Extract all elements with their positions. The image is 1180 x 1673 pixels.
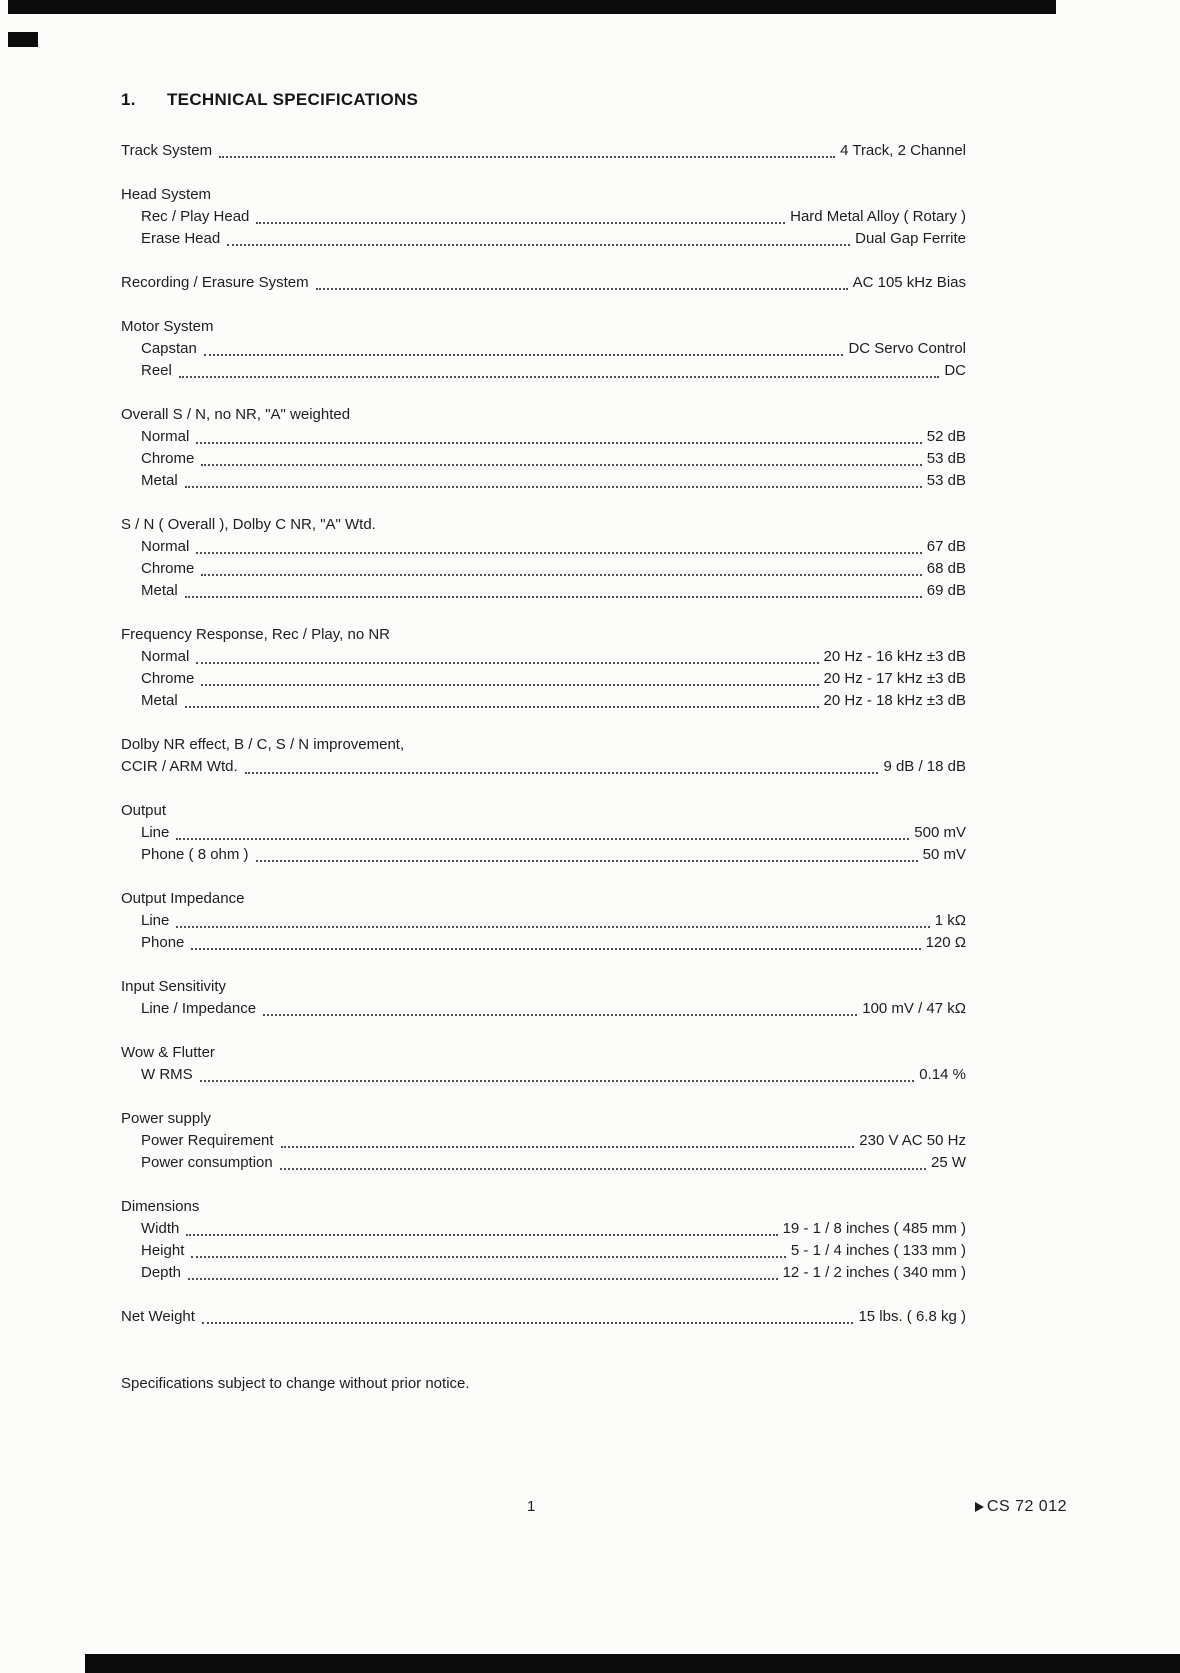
section-header: Dimensions — [121, 1198, 200, 1215]
dotted-leader — [196, 536, 921, 558]
spec-row — [121, 690, 966, 712]
section-header: Motor System — [121, 318, 214, 335]
spec-label: Power consumption — [141, 1154, 273, 1171]
dotted-leader — [256, 844, 918, 866]
dotted-leader — [191, 932, 920, 954]
section-header: Input Sensitivity — [121, 978, 227, 995]
section-header: Output Impedance — [121, 890, 245, 907]
spec-row — [121, 558, 966, 580]
dotted-leader — [185, 470, 922, 492]
spec-row — [121, 844, 966, 866]
spec-label: Phone ( 8 ohm ) — [141, 846, 249, 863]
spec-label: Phone — [141, 934, 185, 951]
spec-value: 5 - 1 / 4 inches ( 133 mm ) — [790, 1242, 966, 1259]
spec-row — [121, 272, 966, 294]
scan-artifact-top-bar — [8, 0, 1056, 14]
spec-section — [121, 1108, 966, 1174]
spec-section — [121, 734, 966, 778]
spec-label: Line — [141, 824, 170, 841]
dotted-leader — [227, 228, 850, 250]
dotted-leader — [263, 998, 857, 1020]
spec-section — [121, 184, 966, 250]
dotted-leader — [200, 1064, 915, 1086]
spec-section — [121, 404, 966, 492]
spec-label: Normal — [141, 648, 190, 665]
dotted-leader — [185, 690, 819, 712]
spec-label: Normal — [141, 428, 190, 445]
dotted-leader — [176, 910, 929, 932]
section-header: Dolby NR effect, B / C, S / N improvement, — [121, 736, 405, 753]
spec-row — [121, 426, 966, 448]
spec-label: Chrome — [141, 560, 195, 577]
spec-value: 4 Track, 2 Channel — [840, 142, 966, 159]
footer-note: Specifications subject to change without prior notice. — [121, 1375, 470, 1392]
spec-section — [121, 976, 966, 1020]
spec-label: Track System — [121, 142, 213, 159]
spec-row — [121, 1218, 966, 1240]
spec-value: Hard Metal Alloy ( Rotary ) — [790, 208, 966, 225]
spec-value: 500 mV — [914, 824, 966, 841]
spec-list — [121, 140, 966, 1328]
spec-value: 50 mV — [922, 846, 966, 863]
spec-row — [121, 910, 966, 932]
spec-value: 20 Hz - 18 kHz ±3 dB — [823, 692, 966, 709]
dotted-leader — [316, 272, 848, 294]
spec-row — [121, 228, 966, 250]
spec-label: Reel — [141, 362, 172, 379]
spec-label: Line / Impedance — [141, 1000, 257, 1017]
section-header: Overall S / N, no NR, "A" weighted — [121, 406, 351, 423]
spec-label: Line — [141, 912, 170, 929]
spec-row — [121, 756, 966, 778]
spec-label: Rec / Play Head — [141, 208, 250, 225]
section-header: Head System — [121, 186, 212, 203]
spec-value: 1 kΩ — [934, 912, 966, 929]
spec-label: Height — [141, 1242, 185, 1259]
spec-row — [121, 1240, 966, 1262]
dotted-leader — [196, 426, 921, 448]
spec-label: W RMS — [141, 1066, 193, 1083]
page-number: 1 — [527, 1498, 536, 1515]
spec-value: 12 - 1 / 2 inches ( 340 mm ) — [782, 1264, 966, 1281]
spec-value: 53 dB — [926, 450, 966, 467]
spec-row — [121, 822, 966, 844]
section-header: Power supply — [121, 1110, 212, 1127]
dotted-leader — [191, 1240, 786, 1262]
spec-value: 53 dB — [926, 472, 966, 489]
spec-section — [121, 1306, 966, 1328]
spec-label: Recording / Erasure System — [121, 274, 309, 291]
spec-value: 20 Hz - 17 kHz ±3 dB — [823, 670, 966, 687]
scan-artifact-blob — [8, 32, 38, 47]
spec-row — [121, 1064, 966, 1086]
spec-value: 19 - 1 / 8 inches ( 485 mm ) — [782, 1220, 966, 1237]
spec-label: Capstan — [141, 340, 197, 357]
spec-row — [121, 338, 966, 360]
spec-value: 67 dB — [926, 538, 966, 555]
spec-label: Normal — [141, 538, 190, 555]
spec-row — [121, 470, 966, 492]
dotted-leader — [179, 360, 939, 382]
spec-row — [121, 448, 966, 470]
spec-label: Metal — [141, 582, 178, 599]
spec-row — [121, 1306, 966, 1328]
spec-row — [121, 1130, 966, 1152]
spec-label: Erase Head — [141, 230, 221, 247]
spec-label: CCIR / ARM Wtd. — [121, 758, 238, 775]
spec-section — [121, 888, 966, 954]
page-content — [121, 90, 966, 1395]
spec-row — [121, 1262, 966, 1284]
spec-section — [121, 316, 966, 382]
page-title-text: TECHNICAL SPECIFICATIONS — [167, 90, 419, 109]
spec-row — [121, 668, 966, 690]
spec-label: Width — [141, 1220, 180, 1237]
spec-value: AC 105 kHz Bias — [852, 274, 966, 291]
spec-label: Chrome — [141, 450, 195, 467]
dotted-leader — [201, 448, 921, 470]
dotted-leader — [281, 1130, 855, 1152]
section-header: S / N ( Overall ), Dolby C NR, "A" Wtd. — [121, 516, 376, 533]
spec-value: Dual Gap Ferrite — [855, 230, 966, 247]
doc-code — [975, 1498, 1067, 1516]
spec-row — [121, 998, 966, 1020]
spec-label: Metal — [141, 472, 178, 489]
spec-label: Net Weight — [121, 1308, 195, 1325]
spec-label: Depth — [141, 1264, 182, 1281]
spec-label: Chrome — [141, 670, 195, 687]
spec-section — [121, 140, 966, 162]
dotted-leader — [188, 1262, 778, 1284]
spec-row — [121, 1152, 966, 1174]
page-title-number: 1. — [121, 90, 136, 109]
spec-value: DC Servo Control — [848, 340, 966, 357]
spec-section — [121, 514, 966, 602]
spec-section — [121, 800, 966, 866]
spec-value: 20 Hz - 16 kHz ±3 dB — [823, 648, 966, 665]
spec-section — [121, 624, 966, 712]
dotted-leader — [245, 756, 879, 778]
spec-value: 100 mV / 47 kΩ — [862, 1000, 966, 1017]
section-header: Wow & Flutter — [121, 1044, 215, 1061]
spec-value: 9 dB / 18 dB — [883, 758, 966, 775]
spec-row — [121, 360, 966, 382]
dotted-leader — [256, 206, 785, 228]
dotted-leader — [201, 558, 921, 580]
dotted-leader — [186, 1218, 777, 1240]
spec-row — [121, 932, 966, 954]
spec-label: Metal — [141, 692, 178, 709]
scan-artifact-bottom-bar — [85, 1654, 1180, 1673]
dotted-leader — [280, 1152, 926, 1174]
spec-row — [121, 646, 966, 668]
dotted-leader — [196, 646, 818, 668]
page-title — [121, 90, 966, 110]
spec-row — [121, 206, 966, 228]
spec-label: Power Requirement — [141, 1132, 274, 1149]
spec-value: 0.14 % — [919, 1066, 966, 1083]
dotted-leader — [202, 1306, 854, 1328]
spec-value: 69 dB — [926, 582, 966, 599]
spec-value: 120 Ω — [925, 934, 966, 951]
dotted-leader — [176, 822, 909, 844]
spec-value: 25 W — [930, 1154, 966, 1171]
pointer-icon — [975, 1502, 984, 1512]
dotted-leader — [185, 580, 922, 602]
spec-value: 68 dB — [926, 560, 966, 577]
spec-value: 15 lbs. ( 6.8 kg ) — [858, 1308, 966, 1325]
dotted-leader — [201, 668, 818, 690]
spec-section — [121, 272, 966, 294]
doc-code-text: CS 72 012 — [986, 1498, 1067, 1515]
spec-value: 52 dB — [926, 428, 966, 445]
spec-row — [121, 536, 966, 558]
spec-value: DC — [944, 362, 966, 379]
spec-section — [121, 1042, 966, 1086]
spec-section — [121, 1196, 966, 1284]
section-header: Frequency Response, Rec / Play, no NR — [121, 626, 391, 643]
dotted-leader — [204, 338, 844, 360]
spec-value: 230 V AC 50 Hz — [859, 1132, 966, 1149]
spec-row — [121, 140, 966, 162]
section-header: Output — [121, 802, 167, 819]
dotted-leader — [219, 140, 835, 162]
spec-row — [121, 580, 966, 602]
